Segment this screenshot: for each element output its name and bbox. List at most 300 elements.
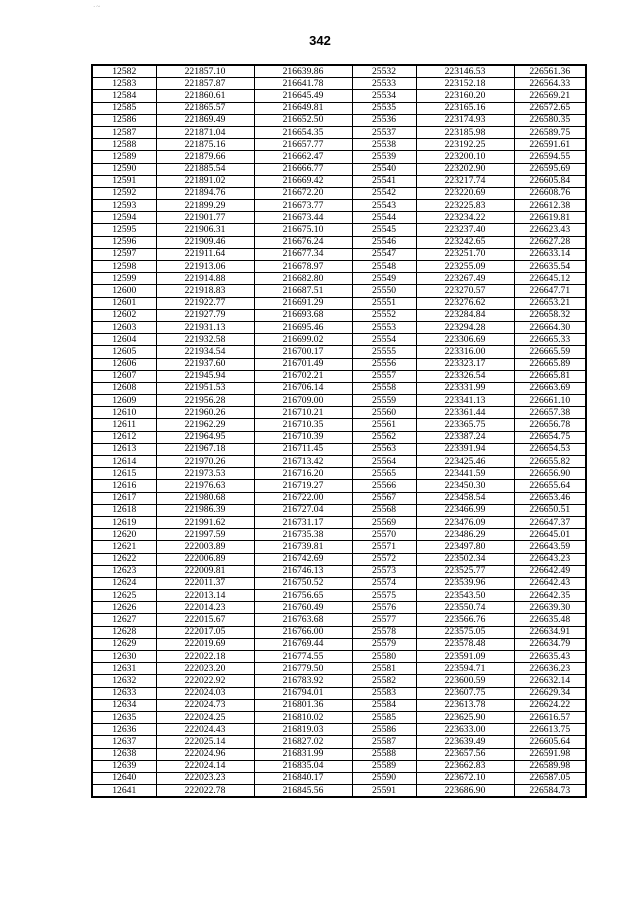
y-coordinate-left-cell: 216756.65	[254, 590, 352, 602]
x-coordinate-right-cell: 223284.84	[416, 309, 514, 321]
y-coordinate-right-cell: 226654.75	[514, 431, 586, 443]
y-coordinate-right-cell: 226613.75	[514, 724, 586, 736]
point-number-right-cell: 25540	[352, 163, 416, 175]
point-number-right-cell: 25577	[352, 614, 416, 626]
y-coordinate-right-cell: 226561.36	[514, 65, 586, 78]
x-coordinate-left-cell: 221997.59	[156, 529, 254, 541]
x-coordinate-right-cell: 223657.56	[416, 748, 514, 760]
point-number-left-cell: 12623	[92, 565, 156, 577]
x-coordinate-right-cell: 223566.76	[416, 614, 514, 626]
x-coordinate-left-cell: 221906.31	[156, 224, 254, 236]
point-number-left-cell: 12636	[92, 724, 156, 736]
point-number-right-cell: 25543	[352, 200, 416, 212]
x-coordinate-right-cell: 223476.09	[416, 516, 514, 528]
x-coordinate-left-cell: 221973.53	[156, 468, 254, 480]
point-number-left-cell: 12583	[92, 78, 156, 90]
point-number-left-cell: 12614	[92, 456, 156, 468]
y-coordinate-right-cell: 226616.57	[514, 711, 586, 723]
point-number-left-cell: 12602	[92, 309, 156, 321]
table-row	[92, 590, 586, 602]
point-number-right-cell: 25587	[352, 736, 416, 748]
y-coordinate-right-cell: 226605.64	[514, 736, 586, 748]
y-coordinate-left-cell: 216649.81	[254, 102, 352, 114]
x-coordinate-left-cell: 221911.64	[156, 248, 254, 260]
y-coordinate-right-cell: 226584.73	[514, 785, 586, 798]
point-number-right-cell: 25545	[352, 224, 416, 236]
table-row	[92, 370, 586, 382]
x-coordinate-right-cell: 223294.28	[416, 321, 514, 333]
table-row	[92, 358, 586, 370]
table-row	[92, 309, 586, 321]
point-number-left-cell: 12588	[92, 139, 156, 151]
point-number-left-cell: 12620	[92, 529, 156, 541]
x-coordinate-right-cell: 223607.75	[416, 687, 514, 699]
x-coordinate-left-cell: 221964.95	[156, 431, 254, 443]
table-row	[92, 248, 586, 260]
point-number-right-cell: 25564	[352, 456, 416, 468]
point-number-right-cell: 25558	[352, 382, 416, 394]
table-row	[92, 346, 586, 358]
x-coordinate-left-cell: 221991.62	[156, 516, 254, 528]
x-coordinate-right-cell: 223425.46	[416, 456, 514, 468]
point-number-left-cell: 12641	[92, 785, 156, 798]
point-number-left-cell: 12627	[92, 614, 156, 626]
y-coordinate-right-cell: 226639.30	[514, 602, 586, 614]
y-coordinate-left-cell: 216840.17	[254, 772, 352, 784]
x-coordinate-left-cell: 221927.79	[156, 309, 254, 321]
table-row	[92, 504, 586, 516]
y-coordinate-right-cell: 226623.43	[514, 224, 586, 236]
x-coordinate-left-cell: 222015.67	[156, 614, 254, 626]
y-coordinate-left-cell: 216779.50	[254, 663, 352, 675]
x-coordinate-right-cell: 223242.65	[416, 236, 514, 248]
x-coordinate-left-cell: 221956.28	[156, 395, 254, 407]
point-number-right-cell: 25562	[352, 431, 416, 443]
point-number-right-cell: 25589	[352, 760, 416, 772]
point-number-right-cell: 25574	[352, 577, 416, 589]
x-coordinate-right-cell: 223237.40	[416, 224, 514, 236]
x-coordinate-right-cell: 223497.80	[416, 541, 514, 553]
point-number-right-cell: 25575	[352, 590, 416, 602]
table-row	[92, 139, 586, 151]
x-coordinate-right-cell: 223185.98	[416, 126, 514, 138]
x-coordinate-left-cell: 221894.76	[156, 187, 254, 199]
table-row	[92, 431, 586, 443]
point-number-left-cell: 12632	[92, 675, 156, 687]
y-coordinate-left-cell: 216794.01	[254, 687, 352, 699]
x-coordinate-left-cell: 222024.14	[156, 760, 254, 772]
table-row	[92, 724, 586, 736]
y-coordinate-right-cell: 226627.28	[514, 236, 586, 248]
table-row	[92, 577, 586, 589]
point-number-right-cell: 25535	[352, 102, 416, 114]
x-coordinate-left-cell: 221909.46	[156, 236, 254, 248]
x-coordinate-right-cell: 223192.25	[416, 139, 514, 151]
table-row	[92, 699, 586, 711]
x-coordinate-left-cell: 221934.54	[156, 346, 254, 358]
table-row	[92, 407, 586, 419]
y-coordinate-left-cell: 216666.77	[254, 163, 352, 175]
x-coordinate-right-cell: 223458.54	[416, 492, 514, 504]
point-number-right-cell: 25538	[352, 139, 416, 151]
x-coordinate-right-cell: 223267.49	[416, 273, 514, 285]
x-coordinate-left-cell: 221922.77	[156, 297, 254, 309]
x-coordinate-left-cell: 221857.87	[156, 78, 254, 90]
y-coordinate-right-cell: 226635.48	[514, 614, 586, 626]
point-number-right-cell: 25585	[352, 711, 416, 723]
y-coordinate-left-cell: 216693.68	[254, 309, 352, 321]
y-coordinate-right-cell: 226665.33	[514, 334, 586, 346]
table-row	[92, 736, 586, 748]
point-number-left-cell: 12605	[92, 346, 156, 358]
y-coordinate-right-cell: 226647.37	[514, 516, 586, 528]
x-coordinate-right-cell: 223613.78	[416, 699, 514, 711]
point-number-left-cell: 12633	[92, 687, 156, 699]
x-coordinate-right-cell: 223633.00	[416, 724, 514, 736]
x-coordinate-right-cell: 223255.09	[416, 261, 514, 273]
y-coordinate-right-cell: 226642.49	[514, 565, 586, 577]
y-coordinate-left-cell: 216709.00	[254, 395, 352, 407]
x-coordinate-right-cell: 223174.93	[416, 114, 514, 126]
table-row	[92, 748, 586, 760]
point-number-right-cell: 25566	[352, 480, 416, 492]
x-coordinate-left-cell: 222009.81	[156, 565, 254, 577]
point-number-right-cell: 25550	[352, 285, 416, 297]
table-row	[92, 419, 586, 431]
x-coordinate-right-cell: 223441.59	[416, 468, 514, 480]
y-coordinate-left-cell: 216701.49	[254, 358, 352, 370]
y-coordinate-right-cell: 226654.53	[514, 443, 586, 455]
y-coordinate-left-cell: 216652.50	[254, 114, 352, 126]
table-row	[92, 772, 586, 784]
x-coordinate-right-cell: 223331.99	[416, 382, 514, 394]
table-row	[92, 614, 586, 626]
y-coordinate-left-cell: 216735.38	[254, 529, 352, 541]
point-number-right-cell: 25569	[352, 516, 416, 528]
point-number-left-cell: 12591	[92, 175, 156, 187]
y-coordinate-right-cell: 226572.65	[514, 102, 586, 114]
y-coordinate-left-cell: 216687.51	[254, 285, 352, 297]
point-number-left-cell: 12596	[92, 236, 156, 248]
point-number-left-cell: 12587	[92, 126, 156, 138]
point-number-left-cell: 12607	[92, 370, 156, 382]
point-number-right-cell: 25560	[352, 407, 416, 419]
x-coordinate-left-cell: 221986.39	[156, 504, 254, 516]
y-coordinate-right-cell: 226650.51	[514, 504, 586, 516]
point-number-left-cell: 12586	[92, 114, 156, 126]
y-coordinate-right-cell: 226656.90	[514, 468, 586, 480]
point-number-right-cell: 25579	[352, 638, 416, 650]
x-coordinate-left-cell: 221918.83	[156, 285, 254, 297]
x-coordinate-left-cell: 222024.25	[156, 711, 254, 723]
y-coordinate-right-cell: 226635.54	[514, 261, 586, 273]
x-coordinate-left-cell: 222023.23	[156, 772, 254, 784]
point-number-left-cell: 12604	[92, 334, 156, 346]
table-row	[92, 785, 586, 798]
y-coordinate-right-cell: 226629.34	[514, 687, 586, 699]
table-row	[92, 651, 586, 663]
x-coordinate-right-cell: 223152.18	[416, 78, 514, 90]
table-row	[92, 273, 586, 285]
y-coordinate-right-cell: 226658.32	[514, 309, 586, 321]
y-coordinate-right-cell: 226589.75	[514, 126, 586, 138]
x-coordinate-right-cell: 223600.59	[416, 675, 514, 687]
y-coordinate-right-cell: 226653.21	[514, 297, 586, 309]
point-number-left-cell: 12610	[92, 407, 156, 419]
x-coordinate-left-cell: 222024.73	[156, 699, 254, 711]
y-coordinate-right-cell: 226653.46	[514, 492, 586, 504]
point-number-right-cell: 25586	[352, 724, 416, 736]
x-coordinate-left-cell: 221857.10	[156, 65, 254, 78]
x-coordinate-right-cell: 223539.96	[416, 577, 514, 589]
table-row	[92, 565, 586, 577]
y-coordinate-right-cell: 226664.30	[514, 321, 586, 333]
table-row	[92, 90, 586, 102]
point-number-left-cell: 12615	[92, 468, 156, 480]
point-number-right-cell: 25556	[352, 358, 416, 370]
point-number-left-cell: 12603	[92, 321, 156, 333]
coordinate-table-body	[92, 65, 586, 797]
y-coordinate-right-cell: 226634.91	[514, 626, 586, 638]
x-coordinate-left-cell: 221899.29	[156, 200, 254, 212]
table-row	[92, 529, 586, 541]
table-row	[92, 468, 586, 480]
x-coordinate-left-cell: 222022.18	[156, 651, 254, 663]
table-row	[92, 711, 586, 723]
scan-mark: ·~	[93, 3, 102, 11]
table-row	[92, 175, 586, 187]
x-coordinate-left-cell: 221913.06	[156, 261, 254, 273]
point-number-left-cell: 12635	[92, 711, 156, 723]
table-row	[92, 78, 586, 90]
table-row	[92, 663, 586, 675]
y-coordinate-left-cell: 216699.02	[254, 334, 352, 346]
x-coordinate-left-cell: 222019.69	[156, 638, 254, 650]
x-coordinate-right-cell: 223486.29	[416, 529, 514, 541]
y-coordinate-right-cell: 226612.38	[514, 200, 586, 212]
point-number-left-cell: 12597	[92, 248, 156, 260]
y-coordinate-left-cell: 216716.20	[254, 468, 352, 480]
point-number-left-cell: 12585	[92, 102, 156, 114]
table-row	[92, 321, 586, 333]
table-row	[92, 65, 586, 78]
page-number: 342	[309, 33, 331, 48]
y-coordinate-right-cell: 226619.81	[514, 212, 586, 224]
x-coordinate-right-cell: 223639.49	[416, 736, 514, 748]
x-coordinate-right-cell: 223326.54	[416, 370, 514, 382]
x-coordinate-right-cell: 223594.71	[416, 663, 514, 675]
x-coordinate-left-cell: 222024.96	[156, 748, 254, 760]
y-coordinate-right-cell: 226589.98	[514, 760, 586, 772]
x-coordinate-right-cell: 223466.99	[416, 504, 514, 516]
point-number-left-cell: 12598	[92, 261, 156, 273]
point-number-left-cell: 12634	[92, 699, 156, 711]
x-coordinate-right-cell: 223160.20	[416, 90, 514, 102]
x-coordinate-left-cell: 221967.18	[156, 443, 254, 455]
x-coordinate-right-cell: 223220.69	[416, 187, 514, 199]
point-number-right-cell: 25588	[352, 748, 416, 760]
point-number-left-cell: 12592	[92, 187, 156, 199]
y-coordinate-right-cell: 226643.59	[514, 541, 586, 553]
point-number-left-cell: 12631	[92, 663, 156, 675]
y-coordinate-right-cell: 226665.89	[514, 358, 586, 370]
y-coordinate-left-cell: 216827.02	[254, 736, 352, 748]
table-row	[92, 443, 586, 455]
x-coordinate-left-cell: 222025.14	[156, 736, 254, 748]
y-coordinate-left-cell: 216654.35	[254, 126, 352, 138]
table-row	[92, 334, 586, 346]
y-coordinate-right-cell: 226645.01	[514, 529, 586, 541]
x-coordinate-left-cell: 221931.13	[156, 321, 254, 333]
y-coordinate-left-cell: 216702.21	[254, 370, 352, 382]
table-row	[92, 212, 586, 224]
point-number-right-cell: 25539	[352, 151, 416, 163]
y-coordinate-right-cell: 226645.12	[514, 273, 586, 285]
point-number-left-cell: 12626	[92, 602, 156, 614]
y-coordinate-right-cell: 226656.78	[514, 419, 586, 431]
x-coordinate-left-cell: 221865.57	[156, 102, 254, 114]
y-coordinate-right-cell: 226663.69	[514, 382, 586, 394]
point-number-left-cell: 12624	[92, 577, 156, 589]
table-row	[92, 516, 586, 528]
x-coordinate-right-cell: 223225.83	[416, 200, 514, 212]
point-number-left-cell: 12606	[92, 358, 156, 370]
point-number-left-cell: 12639	[92, 760, 156, 772]
y-coordinate-right-cell: 226634.79	[514, 638, 586, 650]
point-number-left-cell: 12638	[92, 748, 156, 760]
table-row	[92, 224, 586, 236]
point-number-right-cell: 25536	[352, 114, 416, 126]
y-coordinate-left-cell: 216727.04	[254, 504, 352, 516]
table-row	[92, 151, 586, 163]
point-number-right-cell: 25532	[352, 65, 416, 78]
y-coordinate-right-cell: 226655.64	[514, 480, 586, 492]
y-coordinate-left-cell: 216675.10	[254, 224, 352, 236]
x-coordinate-left-cell: 221885.54	[156, 163, 254, 175]
x-coordinate-left-cell: 221891.02	[156, 175, 254, 187]
point-number-right-cell: 25576	[352, 602, 416, 614]
point-number-left-cell: 12582	[92, 65, 156, 78]
y-coordinate-left-cell: 216695.46	[254, 321, 352, 333]
point-number-right-cell: 25552	[352, 309, 416, 321]
y-coordinate-right-cell: 226642.43	[514, 577, 586, 589]
x-coordinate-right-cell: 223391.94	[416, 443, 514, 455]
x-coordinate-left-cell: 222022.78	[156, 785, 254, 798]
point-number-left-cell: 12630	[92, 651, 156, 663]
x-coordinate-left-cell: 222024.43	[156, 724, 254, 736]
table-row	[92, 480, 586, 492]
table-row	[92, 395, 586, 407]
y-coordinate-left-cell: 216719.27	[254, 480, 352, 492]
x-coordinate-right-cell: 223591.09	[416, 651, 514, 663]
x-coordinate-left-cell: 222006.89	[156, 553, 254, 565]
point-number-left-cell: 12613	[92, 443, 156, 455]
point-number-left-cell: 12600	[92, 285, 156, 297]
y-coordinate-right-cell: 226647.71	[514, 285, 586, 297]
x-coordinate-left-cell: 221932.58	[156, 334, 254, 346]
x-coordinate-left-cell: 221970.26	[156, 456, 254, 468]
y-coordinate-left-cell: 216801.36	[254, 699, 352, 711]
point-number-left-cell: 12622	[92, 553, 156, 565]
y-coordinate-right-cell: 226580.35	[514, 114, 586, 126]
point-number-right-cell: 25591	[352, 785, 416, 798]
point-number-left-cell: 12617	[92, 492, 156, 504]
y-coordinate-left-cell: 216750.52	[254, 577, 352, 589]
y-coordinate-left-cell: 216769.44	[254, 638, 352, 650]
table-row	[92, 114, 586, 126]
y-coordinate-left-cell: 216700.17	[254, 346, 352, 358]
x-coordinate-left-cell: 222011.37	[156, 577, 254, 589]
table-row	[92, 297, 586, 309]
y-coordinate-left-cell: 216783.92	[254, 675, 352, 687]
y-coordinate-left-cell: 216831.99	[254, 748, 352, 760]
y-coordinate-left-cell: 216678.97	[254, 261, 352, 273]
point-number-left-cell: 12595	[92, 224, 156, 236]
x-coordinate-left-cell: 221879.66	[156, 151, 254, 163]
x-coordinate-left-cell: 222013.14	[156, 590, 254, 602]
x-coordinate-right-cell: 223365.75	[416, 419, 514, 431]
y-coordinate-left-cell: 216710.39	[254, 431, 352, 443]
x-coordinate-left-cell: 221901.77	[156, 212, 254, 224]
y-coordinate-right-cell: 226591.61	[514, 139, 586, 151]
table-row	[92, 492, 586, 504]
y-coordinate-left-cell: 216669.42	[254, 175, 352, 187]
x-coordinate-right-cell: 223525.77	[416, 565, 514, 577]
y-coordinate-right-cell: 226642.35	[514, 590, 586, 602]
y-coordinate-right-cell: 226564.33	[514, 78, 586, 90]
x-coordinate-right-cell: 223146.53	[416, 65, 514, 78]
y-coordinate-left-cell: 216713.42	[254, 456, 352, 468]
point-number-right-cell: 25547	[352, 248, 416, 260]
point-number-right-cell: 25542	[352, 187, 416, 199]
point-number-right-cell: 25573	[352, 565, 416, 577]
y-coordinate-left-cell: 216711.45	[254, 443, 352, 455]
y-coordinate-left-cell: 216673.44	[254, 212, 352, 224]
point-number-right-cell: 25561	[352, 419, 416, 431]
point-number-left-cell: 12621	[92, 541, 156, 553]
x-coordinate-right-cell: 223686.90	[416, 785, 514, 798]
x-coordinate-left-cell: 221962.29	[156, 419, 254, 431]
y-coordinate-right-cell: 226624.22	[514, 699, 586, 711]
table-row	[92, 456, 586, 468]
x-coordinate-left-cell: 221875.16	[156, 139, 254, 151]
point-number-left-cell: 12599	[92, 273, 156, 285]
point-number-right-cell: 25534	[352, 90, 416, 102]
point-number-right-cell: 25551	[352, 297, 416, 309]
y-coordinate-left-cell: 216677.34	[254, 248, 352, 260]
x-coordinate-right-cell: 223662.83	[416, 760, 514, 772]
point-number-left-cell: 12601	[92, 297, 156, 309]
x-coordinate-right-cell: 223550.74	[416, 602, 514, 614]
x-coordinate-left-cell: 222024.03	[156, 687, 254, 699]
x-coordinate-left-cell: 221860.61	[156, 90, 254, 102]
y-coordinate-left-cell: 216710.35	[254, 419, 352, 431]
y-coordinate-left-cell: 216722.00	[254, 492, 352, 504]
y-coordinate-right-cell: 226636.23	[514, 663, 586, 675]
x-coordinate-right-cell: 223270.57	[416, 285, 514, 297]
point-number-right-cell: 25590	[352, 772, 416, 784]
y-coordinate-left-cell: 216746.13	[254, 565, 352, 577]
point-number-left-cell: 12594	[92, 212, 156, 224]
x-coordinate-left-cell: 222014.23	[156, 602, 254, 614]
x-coordinate-right-cell: 223543.50	[416, 590, 514, 602]
x-coordinate-left-cell: 221869.49	[156, 114, 254, 126]
point-number-left-cell: 12611	[92, 419, 156, 431]
y-coordinate-left-cell: 216845.56	[254, 785, 352, 798]
table-row	[92, 760, 586, 772]
y-coordinate-left-cell: 216819.03	[254, 724, 352, 736]
point-number-right-cell: 25541	[352, 175, 416, 187]
